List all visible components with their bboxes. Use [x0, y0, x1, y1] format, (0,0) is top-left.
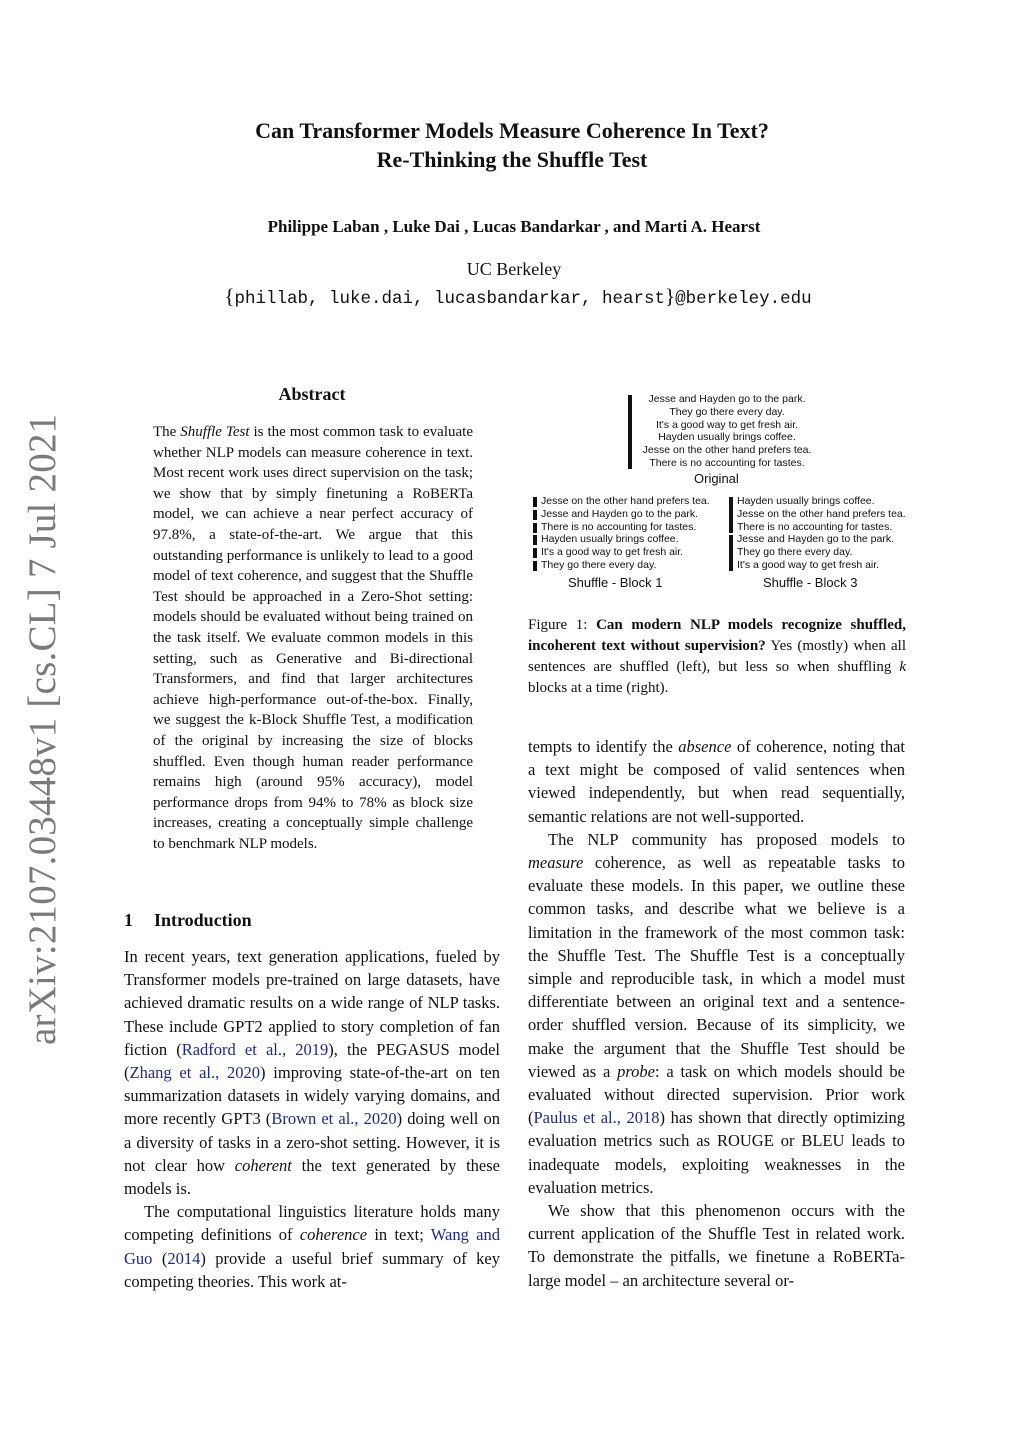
figure-1-caption [528, 615, 906, 699]
citation-link[interactable]: Radford et al., 2019 [181, 1039, 329, 1059]
block-bar [729, 535, 733, 571]
block-bar [628, 395, 632, 469]
affiliation: UC Berkeley [466, 259, 562, 279]
text-run: The NLP community has proposed models to [548, 829, 905, 849]
left-column-body [124, 945, 500, 1293]
text-run: coherence, as well as repeatable tasks to evaluate these models. In this paper, we outline these common tasks, and describe what we believe is a limitation in the framework of the most common task: the Shuffle Test. The Shuffle Test is a conceptually simple and reproducible task, in which a model must differentiate between an original text and a sentence-order shuffled version. Because of its simplicity, we make the argument that the Shuffle Test should be viewed as a [528, 853, 905, 1081]
figure-sentence: Jesse and Hayden go to the park. [648, 393, 806, 405]
citation-link[interactable]: Brown et al., 2020 [271, 1109, 397, 1129]
text-run: The computational linguistics literature holds many competing definitions of [124, 1202, 500, 1245]
figure-sentence: It's a good way to get fresh air. [737, 558, 880, 571]
citation-link[interactable]: Zhang et al., 2020 [129, 1063, 261, 1083]
figure-sentence: Jesse on the other hand prefers tea. [642, 444, 812, 457]
text-run: tempts to identify the [528, 737, 679, 756]
figure-label-original: Original [694, 471, 739, 486]
figure-block3 [729, 495, 919, 572]
text-run: of coherence, noting that a text might be composed of valid sentences when viewed independently, but when read sequentially, semantic relations are not well-supported. [528, 737, 905, 826]
figure-sentence: Hayden usually brings coffee. [658, 431, 796, 444]
caption-text: blocks at a time (right). [528, 680, 669, 696]
figure-sentence: Jesse on the other hand prefers tea. [737, 507, 906, 520]
figure-sentence: There is no accounting for tastes. [649, 456, 805, 469]
figure-sentence: There is no accounting for tastes. [541, 520, 697, 533]
text-emphasis: probe [617, 1061, 655, 1081]
text-emphasis: coherence [299, 1225, 368, 1245]
citation-link[interactable]: 2014 [167, 1248, 201, 1268]
figure-sentence: Jesse on the other hand prefers tea. [541, 495, 710, 507]
section-number: 1 [124, 910, 133, 930]
figure-sentence: Jesse and Hayden go to the park. [737, 533, 895, 546]
text-emphasis: absence [678, 737, 732, 756]
author-emails [0, 284, 1024, 309]
text-run: the text generated by these models is. [124, 1155, 500, 1199]
caption-bold: Can modern NLP models recognize shuffled, incoherent text without supervision? [528, 617, 906, 654]
abstract-part: is the most common task to evaluate whether NLP models can measure coherence in text. Most recent work uses direct supervision on the task; we show that by simply finetuning a RoBERTa model, we can achieve a near perfect accuracy of 97.8%, a state-of-the-art. We argue that this outstanding performance is unlikely to lead to a good model of text coherence, and suggest that the Shuffle Test should be approached in a Zero-Shot setting: models should be evaluated without being trained on the task itself. We evaluate common models in this setting, such as Generative and Bi-directional Transformers, and find that larger architectures achieve high-performance out-of-the-box. Finally, we suggest the k-Block Shuffle Test, a modification of the original by increasing the size of blocks shuffled. Even though human reader performance remains high (around 95% accuracy), model performance drops from 94% to 78% as block size increases, creating a conceptually simple challenge to benchmark NLP models. [153, 424, 473, 852]
text-run: in text; [367, 1225, 431, 1245]
paragraph [528, 735, 905, 828]
figure-block1 [533, 495, 723, 572]
caption-text: Yes (mostly) when all sentences are shuffled (left), but less so when shuffling [528, 638, 906, 675]
arxiv-identifier: arXiv:2107.03448v1 [cs.CL] 7 Jul 2021 [21, 413, 64, 1045]
email-brace-open: { [224, 284, 235, 308]
right-column-body [528, 735, 905, 1292]
text-run: ) has shown that directly optimizing evaluation metrics such as ROUGE or BLEU leads to inadequate models, exploiting weaknesses in the evaluation metrics. [528, 1108, 905, 1197]
block-bar [533, 497, 537, 507]
figure-sentence: They go there every day. [541, 558, 657, 571]
figure-sentence: It's a good way to get fresh air. [541, 546, 684, 559]
section-title: Introduction [154, 910, 252, 930]
abstract-heading: Abstract [278, 384, 346, 404]
figure-sentence: There is no accounting for tastes. [737, 520, 893, 533]
title-line-2: Re-Thinking the Shuffle Test [376, 147, 648, 172]
title-line-1: Can Transformer Models Measure Coherence In Text? [255, 118, 769, 143]
figure-original-block [628, 393, 818, 470]
abstract-text [153, 422, 473, 854]
figure-sentence: Hayden usually brings coffee. [541, 533, 679, 546]
citation-link[interactable]: Wang and Guo [124, 1225, 500, 1268]
figure-label-block3: Shuffle - Block 3 [763, 575, 858, 590]
email-domain: @berkeley.edu [675, 289, 812, 309]
block-bar [533, 535, 537, 545]
abstract-part: The [153, 424, 181, 440]
figure-sentence: Hayden usually brings coffee. [737, 495, 875, 507]
block-bar [729, 497, 733, 533]
block-bar [533, 523, 537, 533]
figure-sentence: They go there every day. [669, 405, 785, 418]
paragraph [124, 945, 500, 1200]
authors: Philippe Laban , Luke Dai , Lucas Bandarkar , and Marti A. Hearst [267, 217, 761, 236]
text-run: ), the PEGASUS model ( [124, 1039, 500, 1083]
figure-sentence: Jesse and Hayden go to the park. [541, 507, 699, 520]
text-run: ) improving state-of-the-art on ten summarization datasets in widely varying domains, and more recently GPT3 ( [124, 1063, 500, 1129]
text-emphasis: coherent [234, 1155, 292, 1175]
text-emphasis: measure [528, 853, 584, 873]
paragraph [528, 828, 905, 1199]
email-brace-close: } [665, 284, 676, 308]
text-run: ( [152, 1248, 168, 1268]
text-run: In recent years, text generation applications, fueled by Transformer models pre-trained on large datasets, have achieved dramatic results on a wide range of NLP tasks. These include GPT2 applied to story completion of fan fiction ( [124, 947, 500, 1059]
paragraph [528, 1199, 905, 1292]
paragraph [124, 1200, 500, 1293]
abstract-emphasis: Shuffle Test [180, 424, 250, 440]
caption-k: k [899, 659, 906, 675]
paper-title [0, 116, 1024, 174]
email-list: phillab, luke.dai, lucasbandarkar, hearst [234, 289, 666, 309]
text-run: We show that this phenomenon occurs with the current application of the Shuffle Test in related work. To demonstrate the pitfalls, we finetune a RoBERTa-large model – an architecture several or- [528, 1201, 905, 1290]
figure-sentence: They go there every day. [737, 546, 853, 559]
block-bar [533, 548, 537, 558]
caption-prefix: Figure 1: [528, 617, 597, 633]
block-bar [533, 510, 537, 520]
block-bar [533, 561, 537, 571]
section-heading-introduction [124, 910, 252, 931]
figure-label-block1: Shuffle - Block 1 [568, 575, 663, 590]
citation-link[interactable]: Paulus et al., 2018 [533, 1108, 660, 1128]
text-run: : a task on which models should be evaluated without directed supervision. Prior work ( [528, 1061, 906, 1128]
text-run: ) doing well on a diversity of tasks in a zero-shot setting. However, it is not clear how [124, 1109, 500, 1175]
text-run: ) provide a useful brief summary of key competing theories. This work at- [124, 1248, 500, 1291]
figure-sentence: It's a good way to get fresh air. [655, 418, 799, 431]
